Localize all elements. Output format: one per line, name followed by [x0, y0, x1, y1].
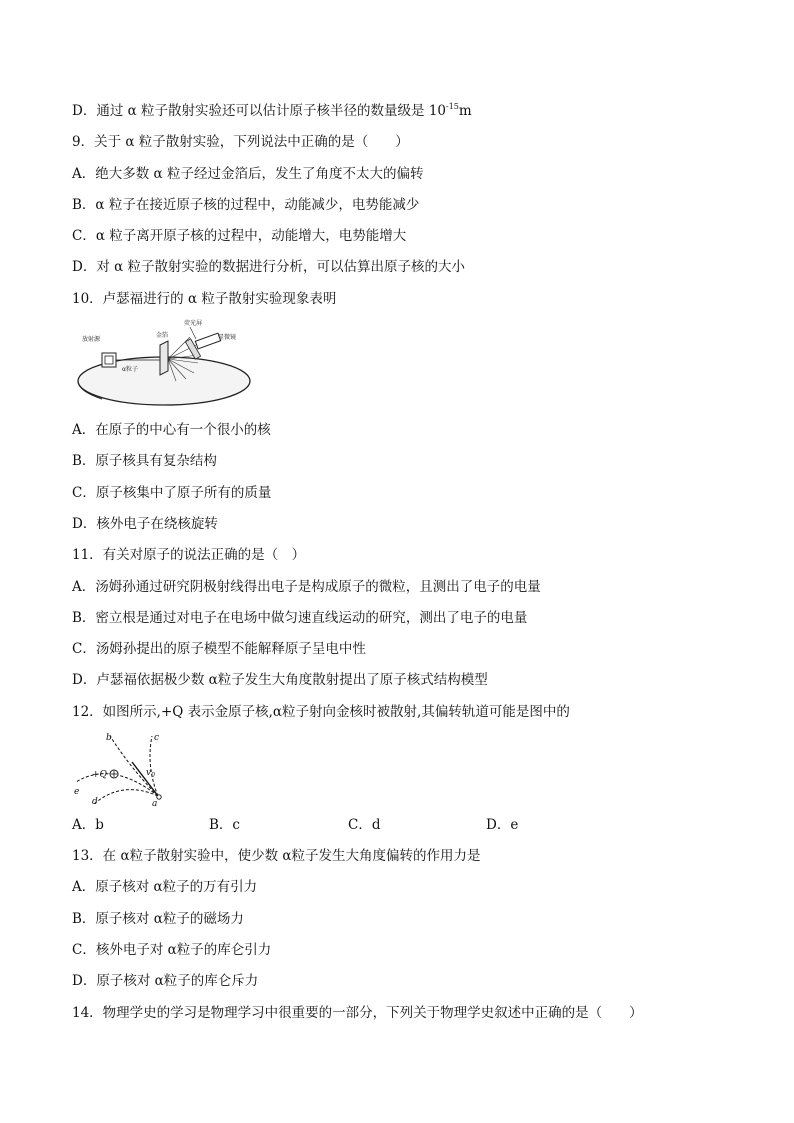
q9-option-a: A．绝大多数 α 粒子经过金箔后，发生了角度不太大的偏转: [72, 165, 424, 182]
alpha-particle: [157, 795, 161, 799]
q8-unit: m: [458, 103, 472, 119]
q8-option-d-text: D．通过 α 粒子散射实验还可以估计原子核半径的数量级是 10: [72, 103, 446, 119]
path-d: [94, 790, 158, 804]
q12-option-b: B．c: [209, 817, 240, 834]
q11-option-a: A．汤姆孙通过研究阴极射线得出电子是构成原子的微粒，且测出了电子的电量: [72, 578, 541, 595]
q10-option-d: D．核外电子在绕核旋转: [72, 515, 218, 532]
velocity-line: [132, 762, 158, 796]
label-screen: 荧光屏: [184, 320, 203, 328]
label-source: 放射源: [82, 336, 101, 344]
q13-option-b: B．原子核对 α粒子的磁场力: [72, 910, 244, 927]
label-c: c: [154, 733, 160, 744]
q11-option-b: B．密立根是通过对电子在电场中做匀速直线运动的研究，测出了电子的电量: [72, 609, 528, 626]
q10-option-b: B．原子核具有复杂结构: [72, 453, 217, 470]
q10-option-c: C．原子核集中了原子所有的质量: [72, 484, 272, 501]
q10-option-a: A．在原子的中心有一个很小的核: [72, 422, 271, 439]
q13-option-d: D．原子核对 α粒子的库仑斥力: [72, 973, 259, 990]
q12-stem: 12．如图所示,+Q 表示金原子核,α粒子射向金核时被散射,其偏转轨道可能是图中的: [72, 703, 570, 720]
q9-option-b: B．α 粒子在接近原子核的过程中，动能减少，电势能减少: [72, 196, 420, 213]
source-box: [102, 353, 116, 367]
label-d: d: [92, 797, 98, 808]
q12-option-a: A．b: [72, 817, 104, 834]
scattering-apparatus-diagram: [72, 317, 252, 409]
q11-option-c: C．汤姆孙提出的原子模型不能解释原子呈电中性: [72, 641, 366, 658]
q13-stem: 13．在 α粒子散射实验中，使少数 α粒子发生大角度偏转的作用力是: [72, 848, 481, 865]
q8-option-d: [72, 96, 732, 127]
q13-option-c: C．核外电子对 α粒子的库仑引力: [72, 941, 272, 958]
q14-stem: 14．物理学史的学习是物理学习中很重要的一部分，下列关于物理学史叙述中正确的是（ ）: [72, 1004, 643, 1021]
q11-stem: 11．有关对原子的说法正确的是（ ）: [72, 547, 306, 564]
label-a: a: [152, 799, 158, 809]
q12-options-row: [72, 810, 732, 841]
q9-option-c: C．α 粒子离开原子核的过程中，动能增大，电势能增大: [72, 228, 407, 245]
label-e: e: [74, 787, 80, 798]
q12-trajectory-figure: [72, 730, 182, 808]
q8-exponent: -15: [446, 102, 459, 111]
label-v0: $v_0$: [146, 768, 155, 780]
q12-option-c: C．d: [348, 817, 381, 834]
label-foil: 金箔: [156, 332, 169, 340]
label-q: +Q: [92, 770, 107, 781]
q12-option-d: D．e: [486, 817, 519, 834]
label-microscope: 显微镜: [218, 334, 237, 342]
q11-option-d: D．卢瑟福依据极少数 α粒子发生大角度散射提出了原子核式结构模型: [72, 672, 488, 689]
screen-leader: [190, 327, 196, 339]
microscope-tube: [195, 333, 220, 349]
label-b: b: [106, 733, 112, 744]
q9-stem: 9．关于 α 粒子散射实验，下列说法中正确的是（ ）: [72, 134, 409, 151]
q10-stem: 10．卢瑟福进行的 α 粒子散射实验现象表明: [72, 290, 337, 307]
q9-option-d: D．对 α 粒子散射实验的数据进行分析，可以估算出原子核的大小: [72, 259, 466, 276]
gold-foil: [160, 341, 168, 375]
document-page: [72, 96, 732, 1029]
q13-option-a: A．原子核对 α粒子的万有引力: [72, 879, 258, 896]
q10-apparatus-figure: [72, 317, 252, 409]
trajectory-diagram: [72, 730, 182, 808]
label-alpha: α粒子: [122, 366, 138, 374]
